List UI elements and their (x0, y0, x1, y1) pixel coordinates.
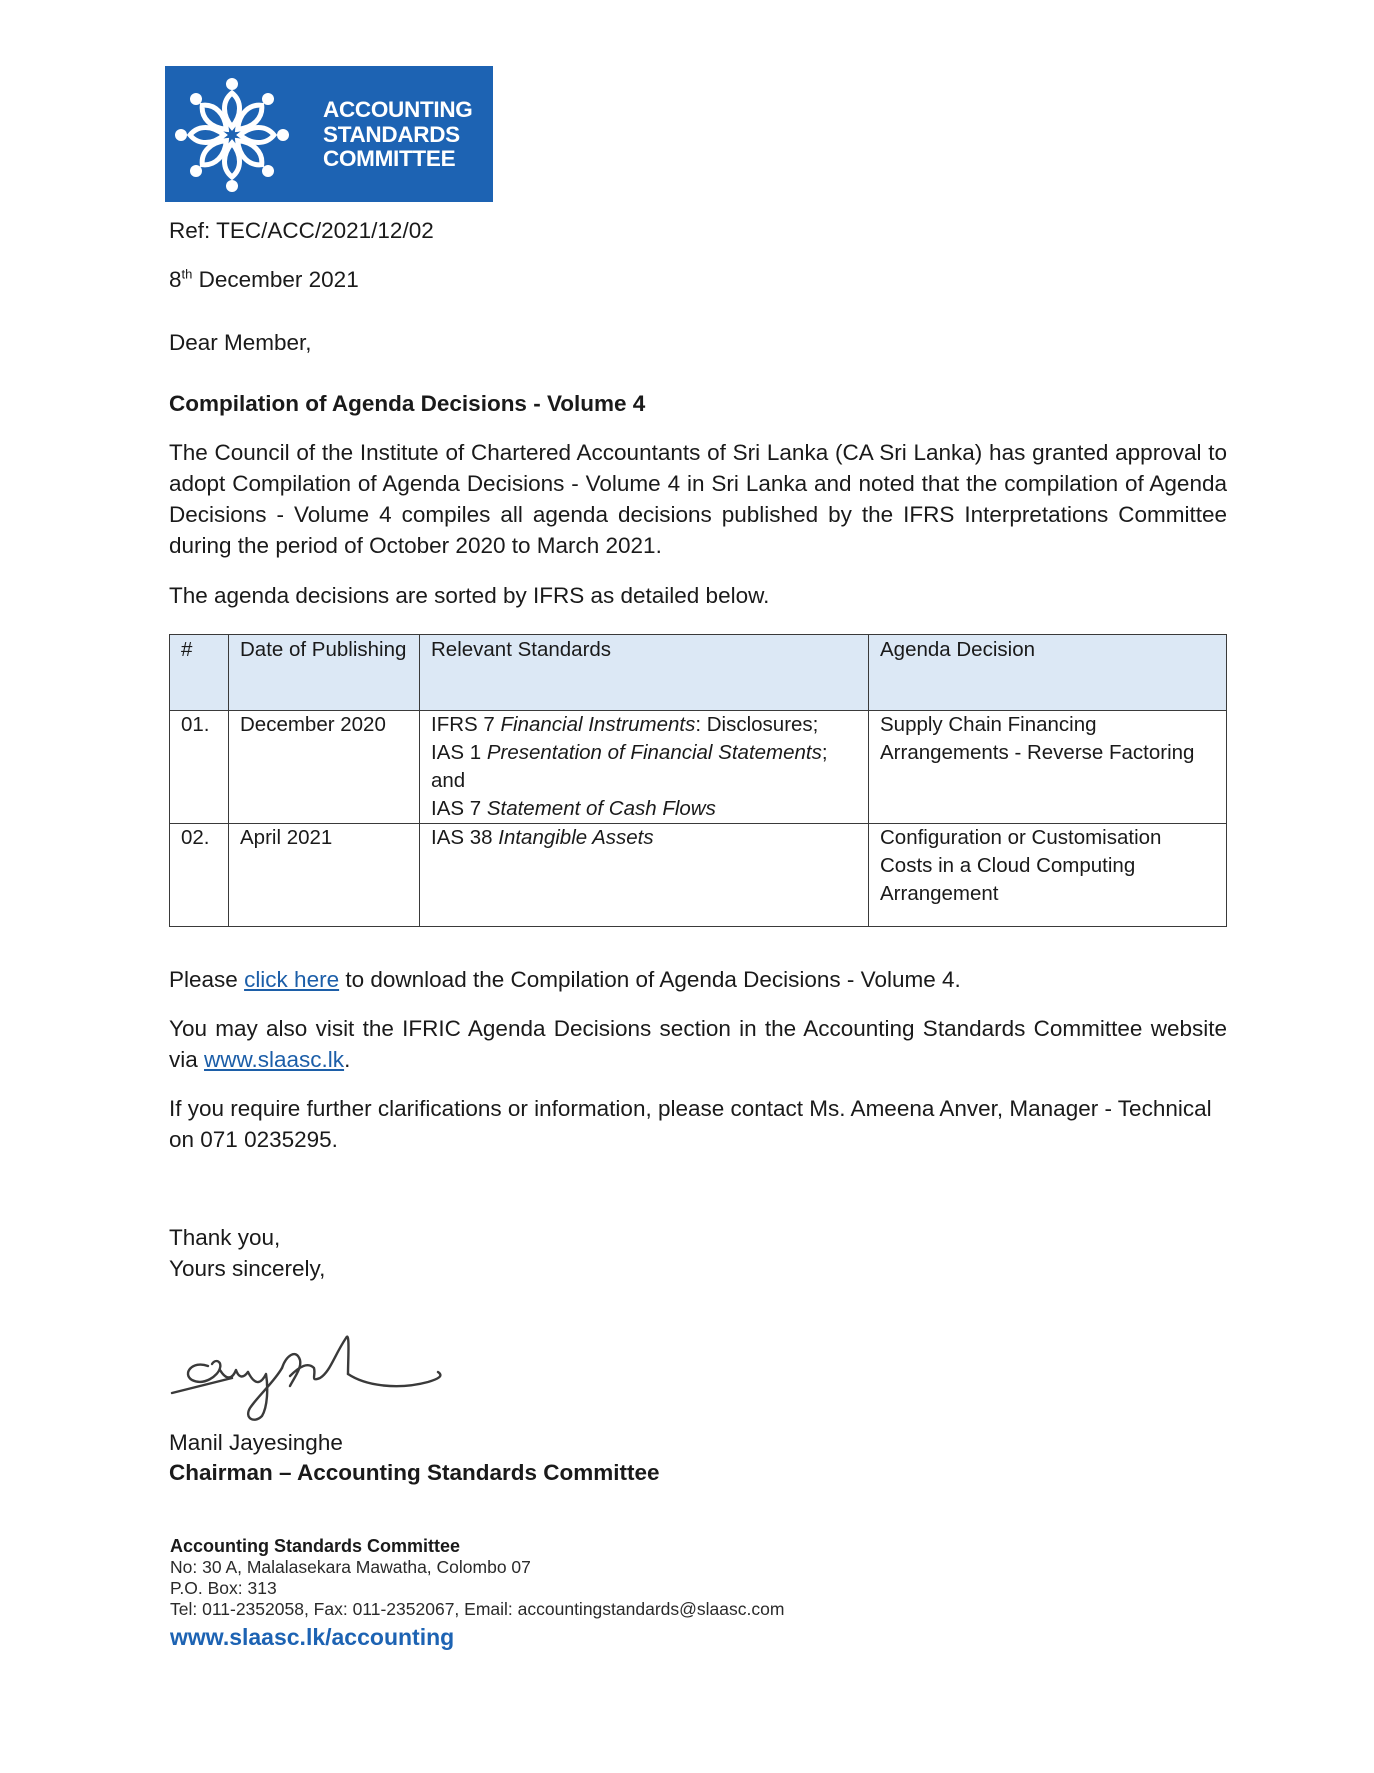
letter-subject: Compilation of Agenda Decisions - Volume 4 (169, 391, 646, 416)
standard-suffix: : Disclosures; (695, 713, 819, 736)
standard-line (431, 824, 857, 852)
footer-website-link[interactable]: www.slaasc.lk/accounting (170, 1624, 455, 1650)
row-date: April 2021 (229, 824, 420, 927)
signer-title: Chairman – Accounting Standards Committee (169, 1460, 660, 1485)
footer-contact: Tel: 011-2352058, Fax: 011-2352067, Email: accountingstandards@slaasc.com (170, 1599, 785, 1619)
date-rest: December 2021 (192, 267, 359, 292)
logo-line: STANDARDS (323, 121, 460, 147)
footer-pobox: P.O. Box: 313 (170, 1578, 277, 1598)
closing-thanks: Thank you, (169, 1225, 281, 1250)
row-standards (420, 711, 869, 824)
committee-logo (165, 66, 493, 202)
visit-text: You may also visit the IFRIC Agenda Decisions section in the Accounting Standards Committee website via (169, 1016, 1227, 1072)
agenda-decisions-table (169, 634, 1227, 927)
footer-address: No: 30 A, Malalasekara Mawatha, Colombo 07 (170, 1557, 531, 1577)
row-number: 01. (170, 711, 229, 824)
standard-suffix: ; (821, 741, 828, 764)
date-suffix: th (181, 266, 193, 282)
logo-text (323, 98, 473, 172)
contact-paragraph: If you require further clarifications or information, please contact Ms. Ameena Anver, Manager - Technical on 071 0235295. (169, 1096, 1212, 1152)
logo-line: ACCOUNTING (323, 97, 473, 122)
standard-line (431, 739, 857, 767)
header-standards: Relevant Standards (420, 635, 869, 711)
row-decision: Supply Chain Financing Arrangements - Reverse Factoring (869, 711, 1227, 824)
header-number: # (170, 635, 229, 711)
download-paragraph (169, 964, 961, 995)
reference-number: Ref: TEC/ACC/2021/12/02 (169, 218, 434, 243)
row-standards (420, 824, 869, 927)
salutation: Dear Member, (169, 330, 312, 355)
signer-name: Manil Jayesinghe (169, 1430, 343, 1455)
download-link[interactable]: click here (244, 967, 340, 992)
table-header-row (170, 635, 1227, 711)
flower-emblem-icon (173, 76, 291, 194)
handwritten-signature (170, 1316, 470, 1426)
standard-name: Statement of Cash Flows (486, 797, 716, 820)
visit-text: . (344, 1047, 351, 1072)
date-day: 8 (169, 267, 182, 292)
table-row (170, 824, 1227, 927)
standard-line (431, 711, 857, 739)
footer-contact-block (170, 1536, 784, 1652)
standard-code: IAS 7 (431, 797, 487, 820)
row-number: 02. (170, 824, 229, 927)
letter-date (169, 264, 359, 295)
footer-org: Accounting Standards Committee (170, 1536, 461, 1556)
download-text: to download the Compilation of Agenda Decisions - Volume 4. (339, 967, 961, 992)
standard-code: IFRS 7 (431, 713, 501, 736)
standard-line (431, 795, 857, 823)
table-row (170, 711, 1227, 824)
row-decision: Configuration or Customisation Costs in a Cloud Computing Arrangement (869, 824, 1227, 927)
standard-code: IAS 38 (431, 826, 499, 849)
standard-code: and (431, 769, 466, 792)
standard-name: Intangible Assets (498, 826, 654, 849)
download-text: Please (169, 967, 245, 992)
standard-name: Presentation of Financial Statements (486, 741, 822, 764)
standard-line (431, 767, 857, 795)
header-date: Date of Publishing (229, 635, 420, 711)
approval-paragraph: The Council of the Institute of Chartered Accountants of Sri Lanka (CA Sri Lanka) has granted approval to adopt Compilation of Agenda Decisions - Volume 4 in Sri Lanka and noted that the compilation of Agenda Decisions - Volume 4 compiles all agenda decisions published by the IFRS Interpretations Committee during the period of October 2020 to March 2021. (169, 440, 1227, 558)
row-date: December 2020 (229, 711, 420, 824)
sorting-note: The agenda decisions are sorted by IFRS as detailed below. (169, 583, 770, 608)
header-decision: Agenda Decision (869, 635, 1227, 711)
standard-name: Financial Instruments (500, 713, 696, 736)
logo-line: COMMITTEE (323, 146, 456, 171)
website-link[interactable]: www.slaasc.lk (204, 1047, 345, 1072)
visit-paragraph (169, 1013, 1227, 1075)
closing-sincerely: Yours sincerely, (169, 1256, 326, 1281)
standard-code: IAS 1 (431, 741, 487, 764)
